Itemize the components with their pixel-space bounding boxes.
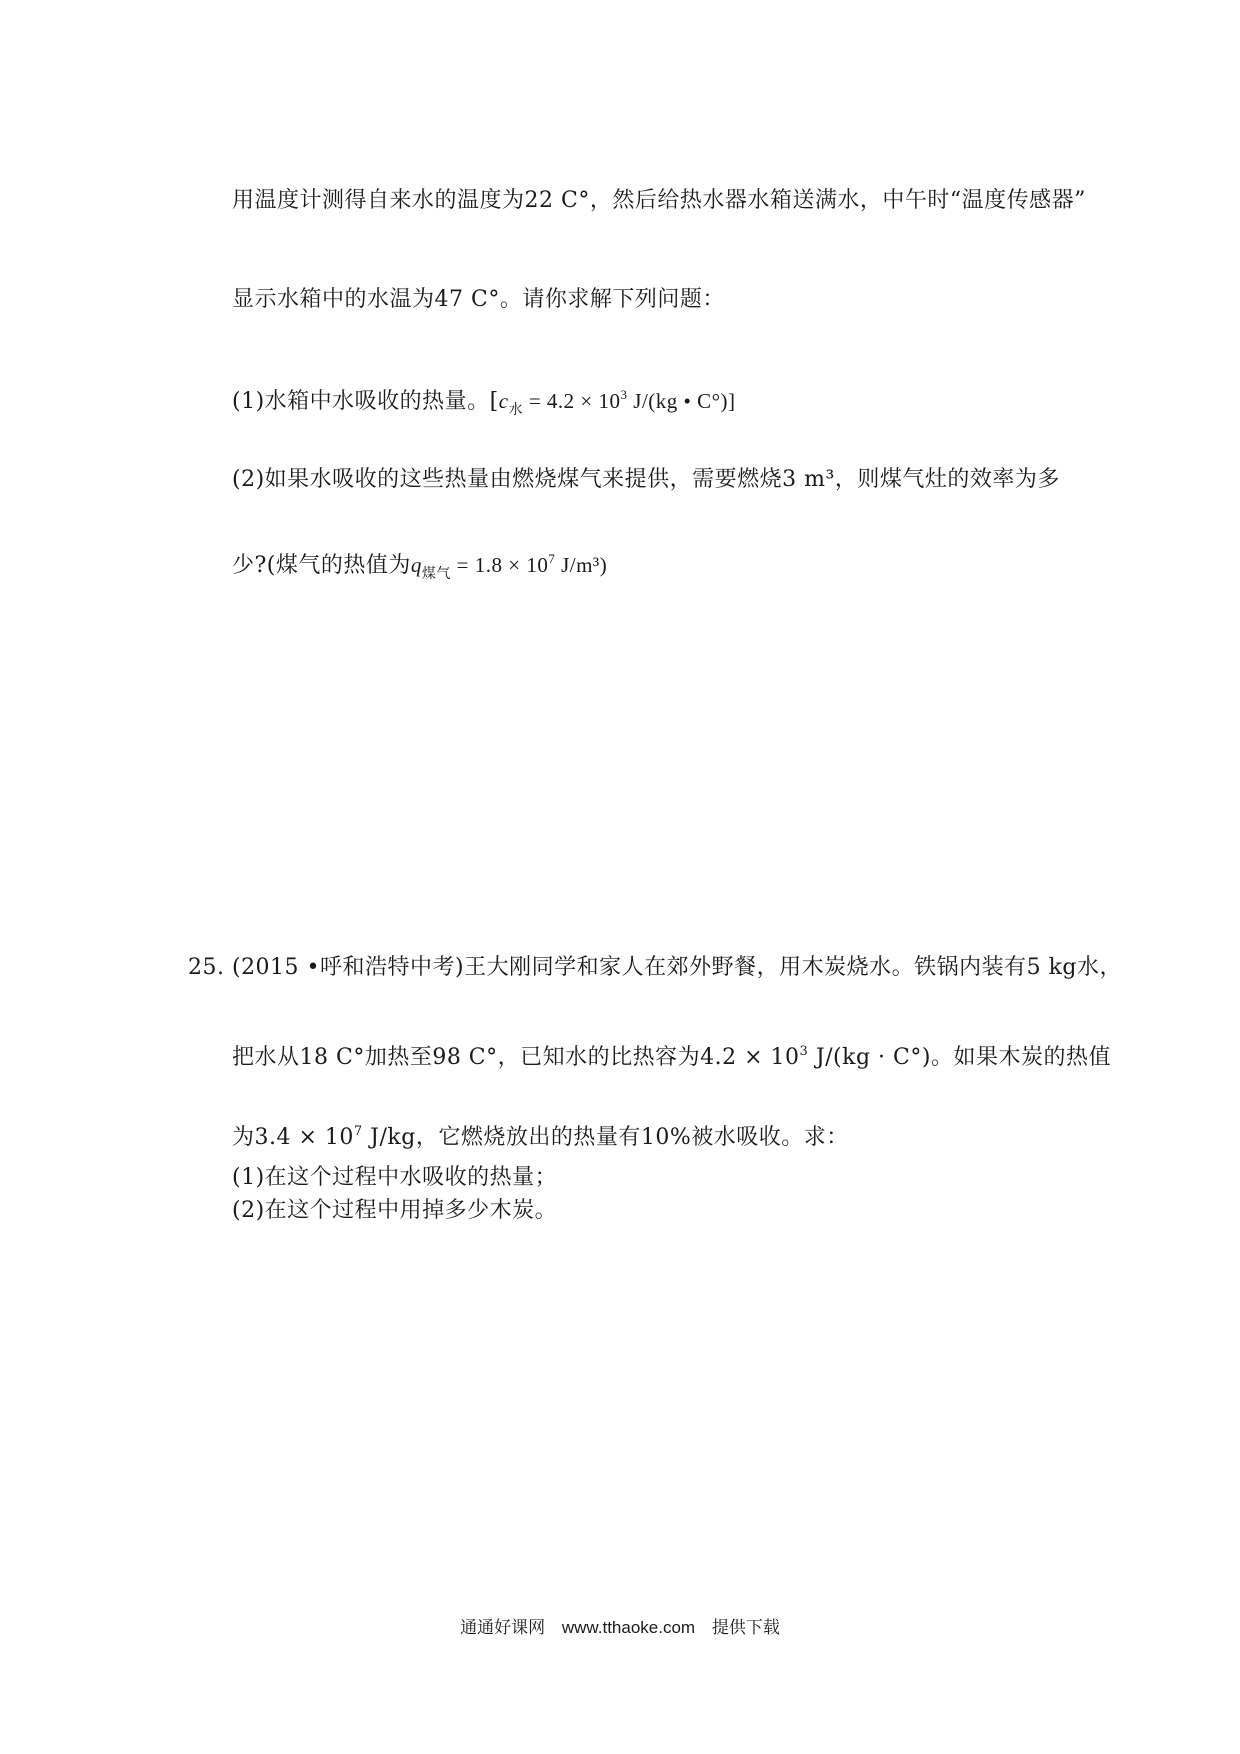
specific-heat-formula: [498, 387, 736, 418]
formula-exponent: 3: [620, 387, 628, 402]
problem-25-line-2-text: 把水从18 C°加热至98 C°，已知水的比热容为4.2 × 10: [232, 1045, 800, 1070]
problem-25-question-1: [232, 1163, 557, 1193]
gas-heat-value-formula: [410, 551, 608, 582]
formula-value: = 4.2 × 10: [523, 389, 621, 413]
page-footer: [0, 1616, 1240, 1640]
problem-24-line-1: [232, 186, 1086, 216]
formula-symbol-q: q: [410, 553, 422, 577]
question-2-line-1-text: (2)如果水吸收的这些热量由燃烧煤气来提供，需要燃烧3 m³，则煤气灶的效率为多: [232, 467, 1060, 492]
formula-symbol-c: c: [498, 389, 509, 413]
formula-subscript-gas: 煤气: [421, 567, 451, 582]
formula-exponent: 7: [353, 1124, 363, 1139]
problem-25-line-2: [232, 1037, 1111, 1073]
problem-25-line-2-suffix: J/(kg · C°)。如果木炭的热值: [808, 1045, 1111, 1070]
problem-24-line-2-text: 显示水箱中的水温为47 C°。请你求解下列问题：: [232, 287, 725, 312]
footer-site-name: 通通好课网: [460, 1618, 546, 1637]
formula-exponent: 3: [799, 1044, 809, 1059]
problem-25-line-3-suffix: J/kg，它燃烧放出的热量有10%被水吸收。求：: [362, 1125, 849, 1150]
formula-subscript-water: 水: [508, 403, 524, 418]
problem-24-question-2-line-1: [232, 465, 1060, 495]
problem-25-line-3: [232, 1117, 849, 1153]
formula-unit: J/(kg • C°)]: [627, 389, 736, 413]
problem-25-line-1-text: 25. (2015 •呼和浩特中考)王大刚同学和家人在郊外野餐，用木炭烧水。铁锅内装有5 kg水，: [188, 955, 1123, 980]
question-2-line-2-text: 少?(煤气的热值为: [232, 553, 411, 578]
footer-url: www.tthaoke.com: [561, 1618, 696, 1637]
problem-25-line-3-text: 为3.4 × 10: [232, 1125, 354, 1150]
footer-suffix: 提供下载: [711, 1618, 780, 1637]
formula-value: = 1.8 × 10: [450, 553, 549, 577]
problem-24-line-1-text: 用温度计测得自来水的温度为22 C°，然后给热水器水箱送满水，中午时“温度传感器”: [232, 188, 1086, 213]
problem-24-question-1: [232, 380, 736, 426]
problem-25-question-2-text: (2)在这个过程中用掉多少木炭。: [232, 1198, 558, 1223]
formula-exponent: 7: [548, 551, 556, 566]
problem-24-question-2-line-2: [232, 544, 607, 590]
problem-25-question-1-text: (1)在这个过程中水吸收的热量；: [232, 1165, 558, 1190]
question-1-text: (1)水箱中水吸收的热量。[: [232, 389, 499, 414]
formula-unit: J/m³): [555, 553, 608, 577]
problem-24-line-2: [232, 285, 725, 315]
problem-25-question-2: [232, 1196, 557, 1226]
problem-25-line-1: [188, 953, 1122, 983]
